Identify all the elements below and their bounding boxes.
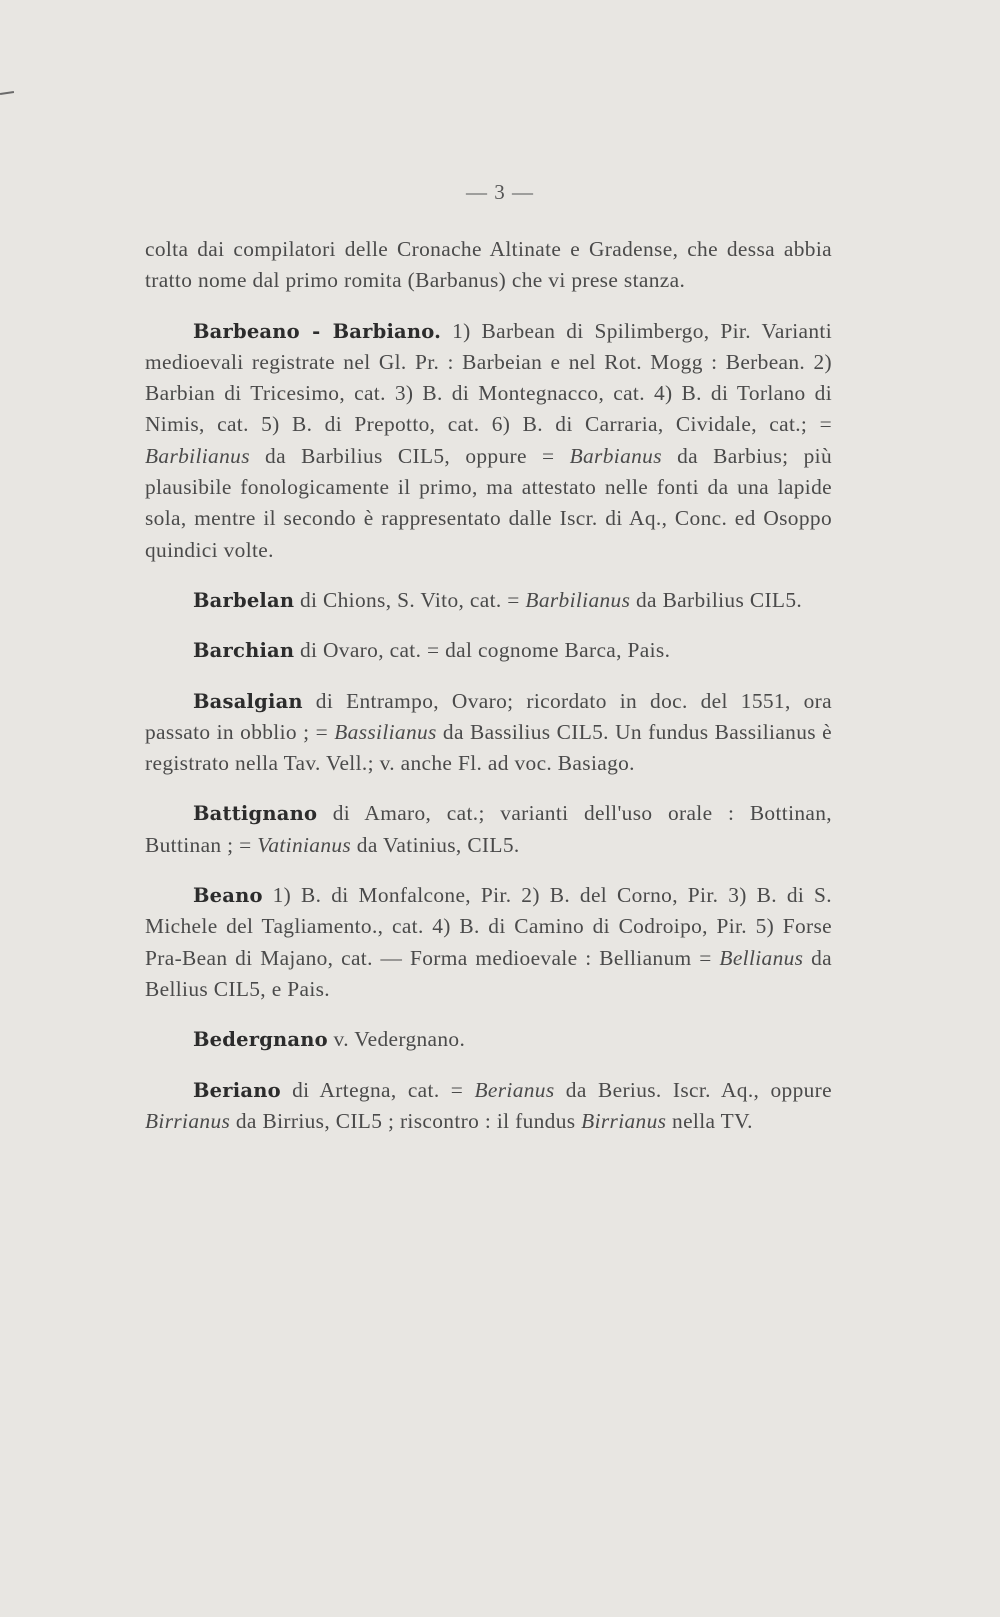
entry-barbelan — [145, 585, 832, 616]
entry-headword: Battignano — [193, 802, 318, 826]
entry-latin-form: Bellianus — [719, 945, 804, 970]
entry-barchian — [145, 635, 832, 666]
entry-text: da Vatinius, CIL5. — [351, 832, 520, 857]
entry-latin-form: Barbianus — [569, 443, 662, 468]
entry-text: di Entrampo, Ovaro; ricordato in doc. del 1551, ora passato in obblio ; = — [145, 688, 832, 744]
entry-text: v. Vedergnano. — [327, 1027, 466, 1052]
entry-text: di Ovaro, cat. = dal cognome Barca, Pais. — [294, 638, 671, 663]
entry-latin-form: Birrianus — [581, 1108, 667, 1133]
entry-basalgian — [145, 686, 832, 780]
entry-latin-form: Vatinianus — [257, 832, 352, 857]
entry-text: da Barbilius CIL5, oppure = — [249, 443, 570, 468]
entry-barbeano — [145, 316, 832, 566]
entry-beriano — [145, 1075, 832, 1138]
entry-text: da Birrius, CIL5 ; riscontro : il fundus — [230, 1108, 582, 1133]
entry-text: colta dai compilatori delle Cronache Altinate e Gradense, che dessa abbia tratto nome dal primo romita (Barbanus) che vi prese stanza. — [145, 237, 832, 293]
entry-headword: Bedergnano — [193, 1028, 328, 1052]
page-number: — 3 — — [466, 180, 534, 204]
entry-bedergnano — [145, 1024, 832, 1055]
entry-headword: Barchian — [193, 639, 295, 663]
entry-headword: Barbelan — [193, 588, 295, 612]
entry-text: da Berius. Iscr. Aq., oppure — [554, 1077, 832, 1102]
entry-text: di Amaro, cat.; varianti dell'uso orale : Bottinan, Buttinan ; = — [145, 801, 832, 857]
entry-latin-form: Birrianus — [145, 1108, 231, 1133]
entry-text: di Chions, S. Vito, cat. = — [294, 587, 526, 612]
entry-text: 1) B. di Monfalcone, Pir. 2) B. del Corno, Pir. 3) B. di S. Michele del Tagliamento., cat. 4) B. di Camino di Codroipo, Pir. 5) Forse Pra-Bean di Majano, cat. — Forma medioevale : Bellianum = — [145, 883, 832, 970]
entry-headword: Beriano — [193, 1078, 281, 1102]
entry-text: da Barbius; più plausibile fonologicamente il primo, ma attestato nelle fonti da una lapide sola, mentre il secondo è rappresentato dalle Iscr. di Aq., Conc. ed Osoppo quindici volte. — [145, 443, 832, 562]
entry-latin-form: Bassilianus — [334, 719, 437, 744]
entry-text: da Barbilius CIL5. — [630, 587, 803, 612]
entry-text: nella TV. — [666, 1108, 753, 1133]
margin-mark — [0, 91, 14, 95]
entry-battignano — [145, 798, 832, 861]
page-text — [145, 234, 832, 1137]
entry-latin-form: Barbilianus — [145, 443, 250, 468]
entry-headword: Beano — [193, 884, 263, 908]
entry-text: da Bassilius CIL5. Un fundus Bassilianus è registrato nella Tav. Vell.; v. anche Fl. ad voc. Basiago. — [145, 719, 832, 776]
entry-headword: Barbeano - Barbiano. — [193, 319, 442, 343]
entry-beano — [145, 880, 832, 1005]
entry-latin-form: Berianus — [474, 1077, 555, 1102]
entry-text: 1) Barbean di Spilimbergo, Pir. Varianti medioevali registrate nel Gl. Pr. : Barbeian e nel Rot. Mogg : Berbean. 2) Barbian di Tricesimo, cat. 3) B. di Montegnacco, cat. 4) B. di Torlano di Nimis, cat. 5) B. di Prepotto, cat. 6) B. di Carraria, Cividale, cat.; = — [145, 318, 832, 437]
entry-latin-form: Barbilianus — [525, 587, 631, 612]
entry-text: da Bellius CIL5, e Pais. — [145, 945, 832, 1001]
entry-continuation — [145, 234, 832, 297]
entry-headword: Basalgian — [193, 689, 303, 713]
entry-text: di Artegna, cat. = — [280, 1077, 475, 1102]
